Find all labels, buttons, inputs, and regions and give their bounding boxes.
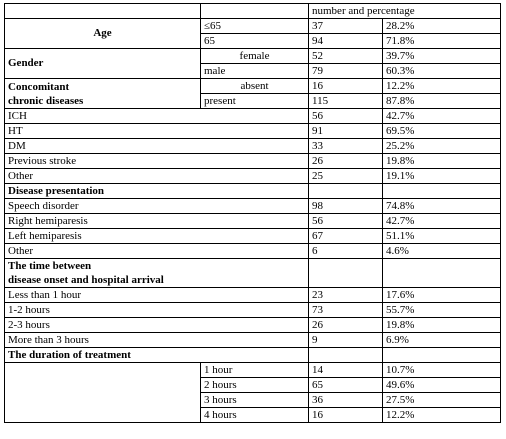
row-label: 2-3 hours bbox=[5, 318, 309, 333]
empty-cell bbox=[383, 184, 501, 199]
number-cell: 26 bbox=[309, 318, 383, 333]
table-row bbox=[5, 199, 501, 214]
row-label: 1-2 hours bbox=[5, 303, 309, 318]
empty-cell bbox=[309, 348, 383, 363]
percentage-cell: 19.8% bbox=[383, 318, 501, 333]
subgroup-cell: absent bbox=[201, 79, 309, 94]
section-header-row bbox=[5, 348, 501, 363]
percentage-cell: 42.7% bbox=[383, 109, 501, 124]
percentage-cell: 4.6% bbox=[383, 244, 501, 259]
percentage-cell: 10.7% bbox=[383, 363, 501, 378]
percentage-cell: 42.7% bbox=[383, 214, 501, 229]
header-row bbox=[5, 4, 501, 19]
row-label: Other bbox=[5, 244, 309, 259]
label-line: The time between bbox=[8, 260, 92, 272]
number-cell: 98 bbox=[309, 199, 383, 214]
number-cell: 16 bbox=[309, 408, 383, 423]
percentage-cell: 17.6% bbox=[383, 288, 501, 303]
row-label: DM bbox=[5, 139, 309, 154]
number-cell: 65 bbox=[309, 378, 383, 393]
percentage-cell: 19.1% bbox=[383, 169, 501, 184]
label-line: chronic diseases bbox=[8, 94, 84, 107]
table-row bbox=[5, 333, 501, 348]
table-row bbox=[5, 139, 501, 154]
section-label-chronic bbox=[5, 79, 201, 109]
table-row bbox=[5, 288, 501, 303]
number-cell: 94 bbox=[309, 34, 383, 49]
number-cell: 16 bbox=[309, 79, 383, 94]
row-label: Left hemiparesis bbox=[5, 229, 309, 244]
section-header-row bbox=[5, 184, 501, 199]
number-cell: 56 bbox=[309, 214, 383, 229]
empty-cell bbox=[201, 4, 309, 19]
table-row bbox=[5, 318, 501, 333]
percentage-cell: 69.5% bbox=[383, 124, 501, 139]
number-cell: 26 bbox=[309, 154, 383, 169]
table-row bbox=[5, 363, 501, 378]
section-label-gender: Gender bbox=[5, 49, 201, 79]
statistics-table bbox=[4, 3, 501, 423]
table-row bbox=[5, 169, 501, 184]
empty-cell bbox=[309, 184, 383, 199]
empty-cell bbox=[383, 348, 501, 363]
table-row bbox=[5, 124, 501, 139]
percentage-cell: 27.5% bbox=[383, 393, 501, 408]
number-cell: 33 bbox=[309, 139, 383, 154]
empty-cell bbox=[383, 259, 501, 288]
number-cell: 36 bbox=[309, 393, 383, 408]
table-row bbox=[5, 79, 501, 94]
table-row bbox=[5, 109, 501, 124]
percentage-cell: 6.9% bbox=[383, 333, 501, 348]
row-label: Less than 1 hour bbox=[5, 288, 309, 303]
section-label-presentation: Disease presentation bbox=[5, 184, 309, 199]
percentage-cell: 19.8% bbox=[383, 154, 501, 169]
percentage-cell: 12.2% bbox=[383, 79, 501, 94]
row-label: Other bbox=[5, 169, 309, 184]
number-cell: 115 bbox=[309, 94, 383, 109]
percentage-cell: 12.2% bbox=[383, 408, 501, 423]
number-cell: 37 bbox=[309, 19, 383, 34]
label-line: disease onset and hospital arrival bbox=[8, 274, 164, 286]
percentage-cell: 60.3% bbox=[383, 64, 501, 79]
number-cell: 6 bbox=[309, 244, 383, 259]
row-label: More than 3 hours bbox=[5, 333, 309, 348]
row-label: Speech disorder bbox=[5, 199, 309, 214]
percentage-cell: 49.6% bbox=[383, 378, 501, 393]
percentage-cell: 39.7% bbox=[383, 49, 501, 64]
number-cell: 79 bbox=[309, 64, 383, 79]
number-cell: 56 bbox=[309, 109, 383, 124]
empty-cell bbox=[5, 4, 201, 19]
subgroup-cell: male bbox=[201, 64, 309, 79]
percentage-cell: 74.8% bbox=[383, 199, 501, 214]
section-label-duration: The duration of treatment bbox=[5, 348, 309, 363]
number-cell: 91 bbox=[309, 124, 383, 139]
section-header-row bbox=[5, 259, 501, 288]
empty-cell bbox=[5, 363, 201, 423]
row-label: ICH bbox=[5, 109, 309, 124]
subgroup-cell: 3 hours bbox=[201, 393, 309, 408]
number-cell: 23 bbox=[309, 288, 383, 303]
section-label-age: Age bbox=[5, 19, 201, 49]
percentage-cell: 25.2% bbox=[383, 139, 501, 154]
subgroup-cell: 4 hours bbox=[201, 408, 309, 423]
table-row bbox=[5, 154, 501, 169]
table-row bbox=[5, 229, 501, 244]
number-cell: 25 bbox=[309, 169, 383, 184]
empty-cell bbox=[309, 259, 383, 288]
row-label: Previous stroke bbox=[5, 154, 309, 169]
percentage-cell: 51.1% bbox=[383, 229, 501, 244]
percentage-cell: 28.2% bbox=[383, 19, 501, 34]
table-row bbox=[5, 19, 501, 34]
table-row bbox=[5, 244, 501, 259]
number-cell: 9 bbox=[309, 333, 383, 348]
table-row bbox=[5, 214, 501, 229]
number-cell: 73 bbox=[309, 303, 383, 318]
table-row bbox=[5, 49, 501, 64]
subgroup-cell: present bbox=[201, 94, 309, 109]
percentage-cell: 87.8% bbox=[383, 94, 501, 109]
subgroup-cell: 65 bbox=[201, 34, 309, 49]
number-cell: 14 bbox=[309, 363, 383, 378]
number-cell: 67 bbox=[309, 229, 383, 244]
header-number-percentage: number and percentage bbox=[309, 4, 501, 19]
row-label: Right hemiparesis bbox=[5, 214, 309, 229]
subgroup-cell: 1 hour bbox=[201, 363, 309, 378]
percentage-cell: 55.7% bbox=[383, 303, 501, 318]
label-line: Concomitant bbox=[8, 80, 70, 93]
section-label-time bbox=[5, 259, 309, 288]
table-row bbox=[5, 303, 501, 318]
row-label: HT bbox=[5, 124, 309, 139]
percentage-cell: 71.8% bbox=[383, 34, 501, 49]
subgroup-cell: 2 hours bbox=[201, 378, 309, 393]
subgroup-cell: female bbox=[201, 49, 309, 64]
subgroup-cell: ≤65 bbox=[201, 19, 309, 34]
number-cell: 52 bbox=[309, 49, 383, 64]
